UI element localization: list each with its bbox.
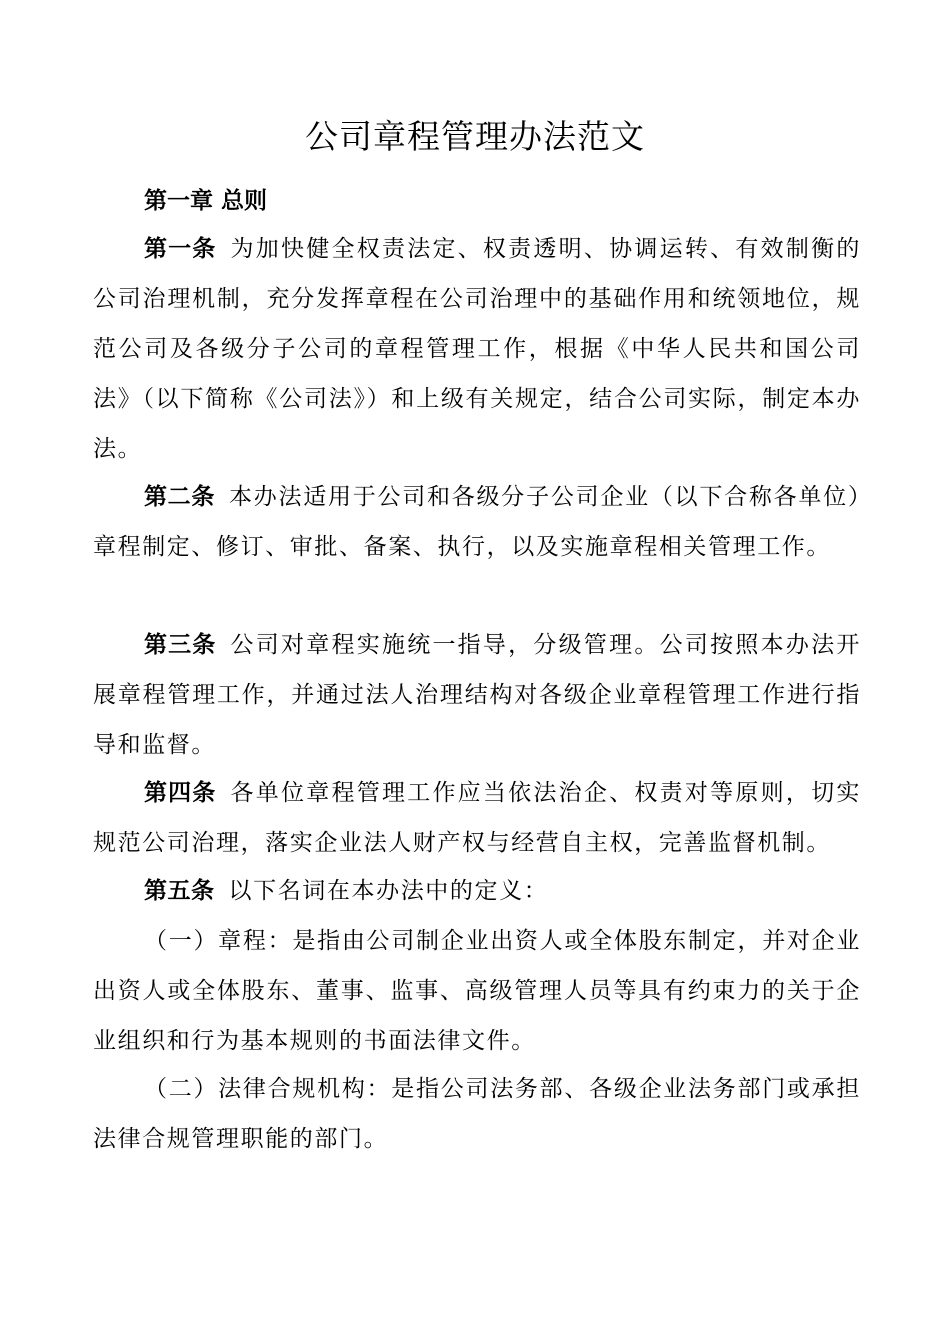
article-label: 第四条 [144,780,217,806]
chapter-heading: 第一章 总则 [144,188,268,214]
article-label: 第五条 [144,878,215,904]
article-label: 第三条 [144,632,217,658]
article-text: 本办法适用于公司和各级分子公司企业（以下合称各单位）章程制定、修订、审批、备案、执行，以及实施章程相关管理工作。 [93,484,862,560]
article-2 [93,472,861,572]
definition-item: （二）法律合规机构：是指公司法务部、各级企业法务部门或承担法律合规管理职能的部门。 [93,1076,861,1152]
article-label: 第二条 [144,484,215,510]
article-4 [93,768,861,868]
article-label: 第一条 [144,236,217,262]
article-text: 各单位章程管理工作应当依法治企、权责对等原则，切实规范公司治理，落实企业法人财产权与经营自主权，完善监督机制。 [93,780,862,856]
article-text: 为加快健全权责法定、权责透明、协调运转、有效制衡的公司治理机制，充分发挥章程在公司治理中的基础作用和统领地位，规范公司及各级分子公司的章程管理工作，根据《中华人民共和国公司法》（以下简称《公司法》）和上级有关规定，结合公司实际，制定本办法。 [93,236,862,462]
article-text: 公司对章程实施统一指导，分级管理。公司按照本办法开展章程管理工作，并通过法人治理结构对各级企业章程管理工作进行指导和监督。 [93,632,862,758]
article-text: 以下名词在本办法中的定义： [228,878,549,904]
article-3 [93,620,861,770]
article-1 [93,224,861,474]
article-5 [93,866,861,916]
definition-item: （一）章程：是指由公司制企业出资人或全体股东制定，并对企业出资人或全体股东、董事、监事、高级管理人员等具有约束力的关于企业组织和行为基本规则的书面法律文件。 [93,928,861,1054]
document-title: 公司章程管理办法范文 [305,117,645,156]
